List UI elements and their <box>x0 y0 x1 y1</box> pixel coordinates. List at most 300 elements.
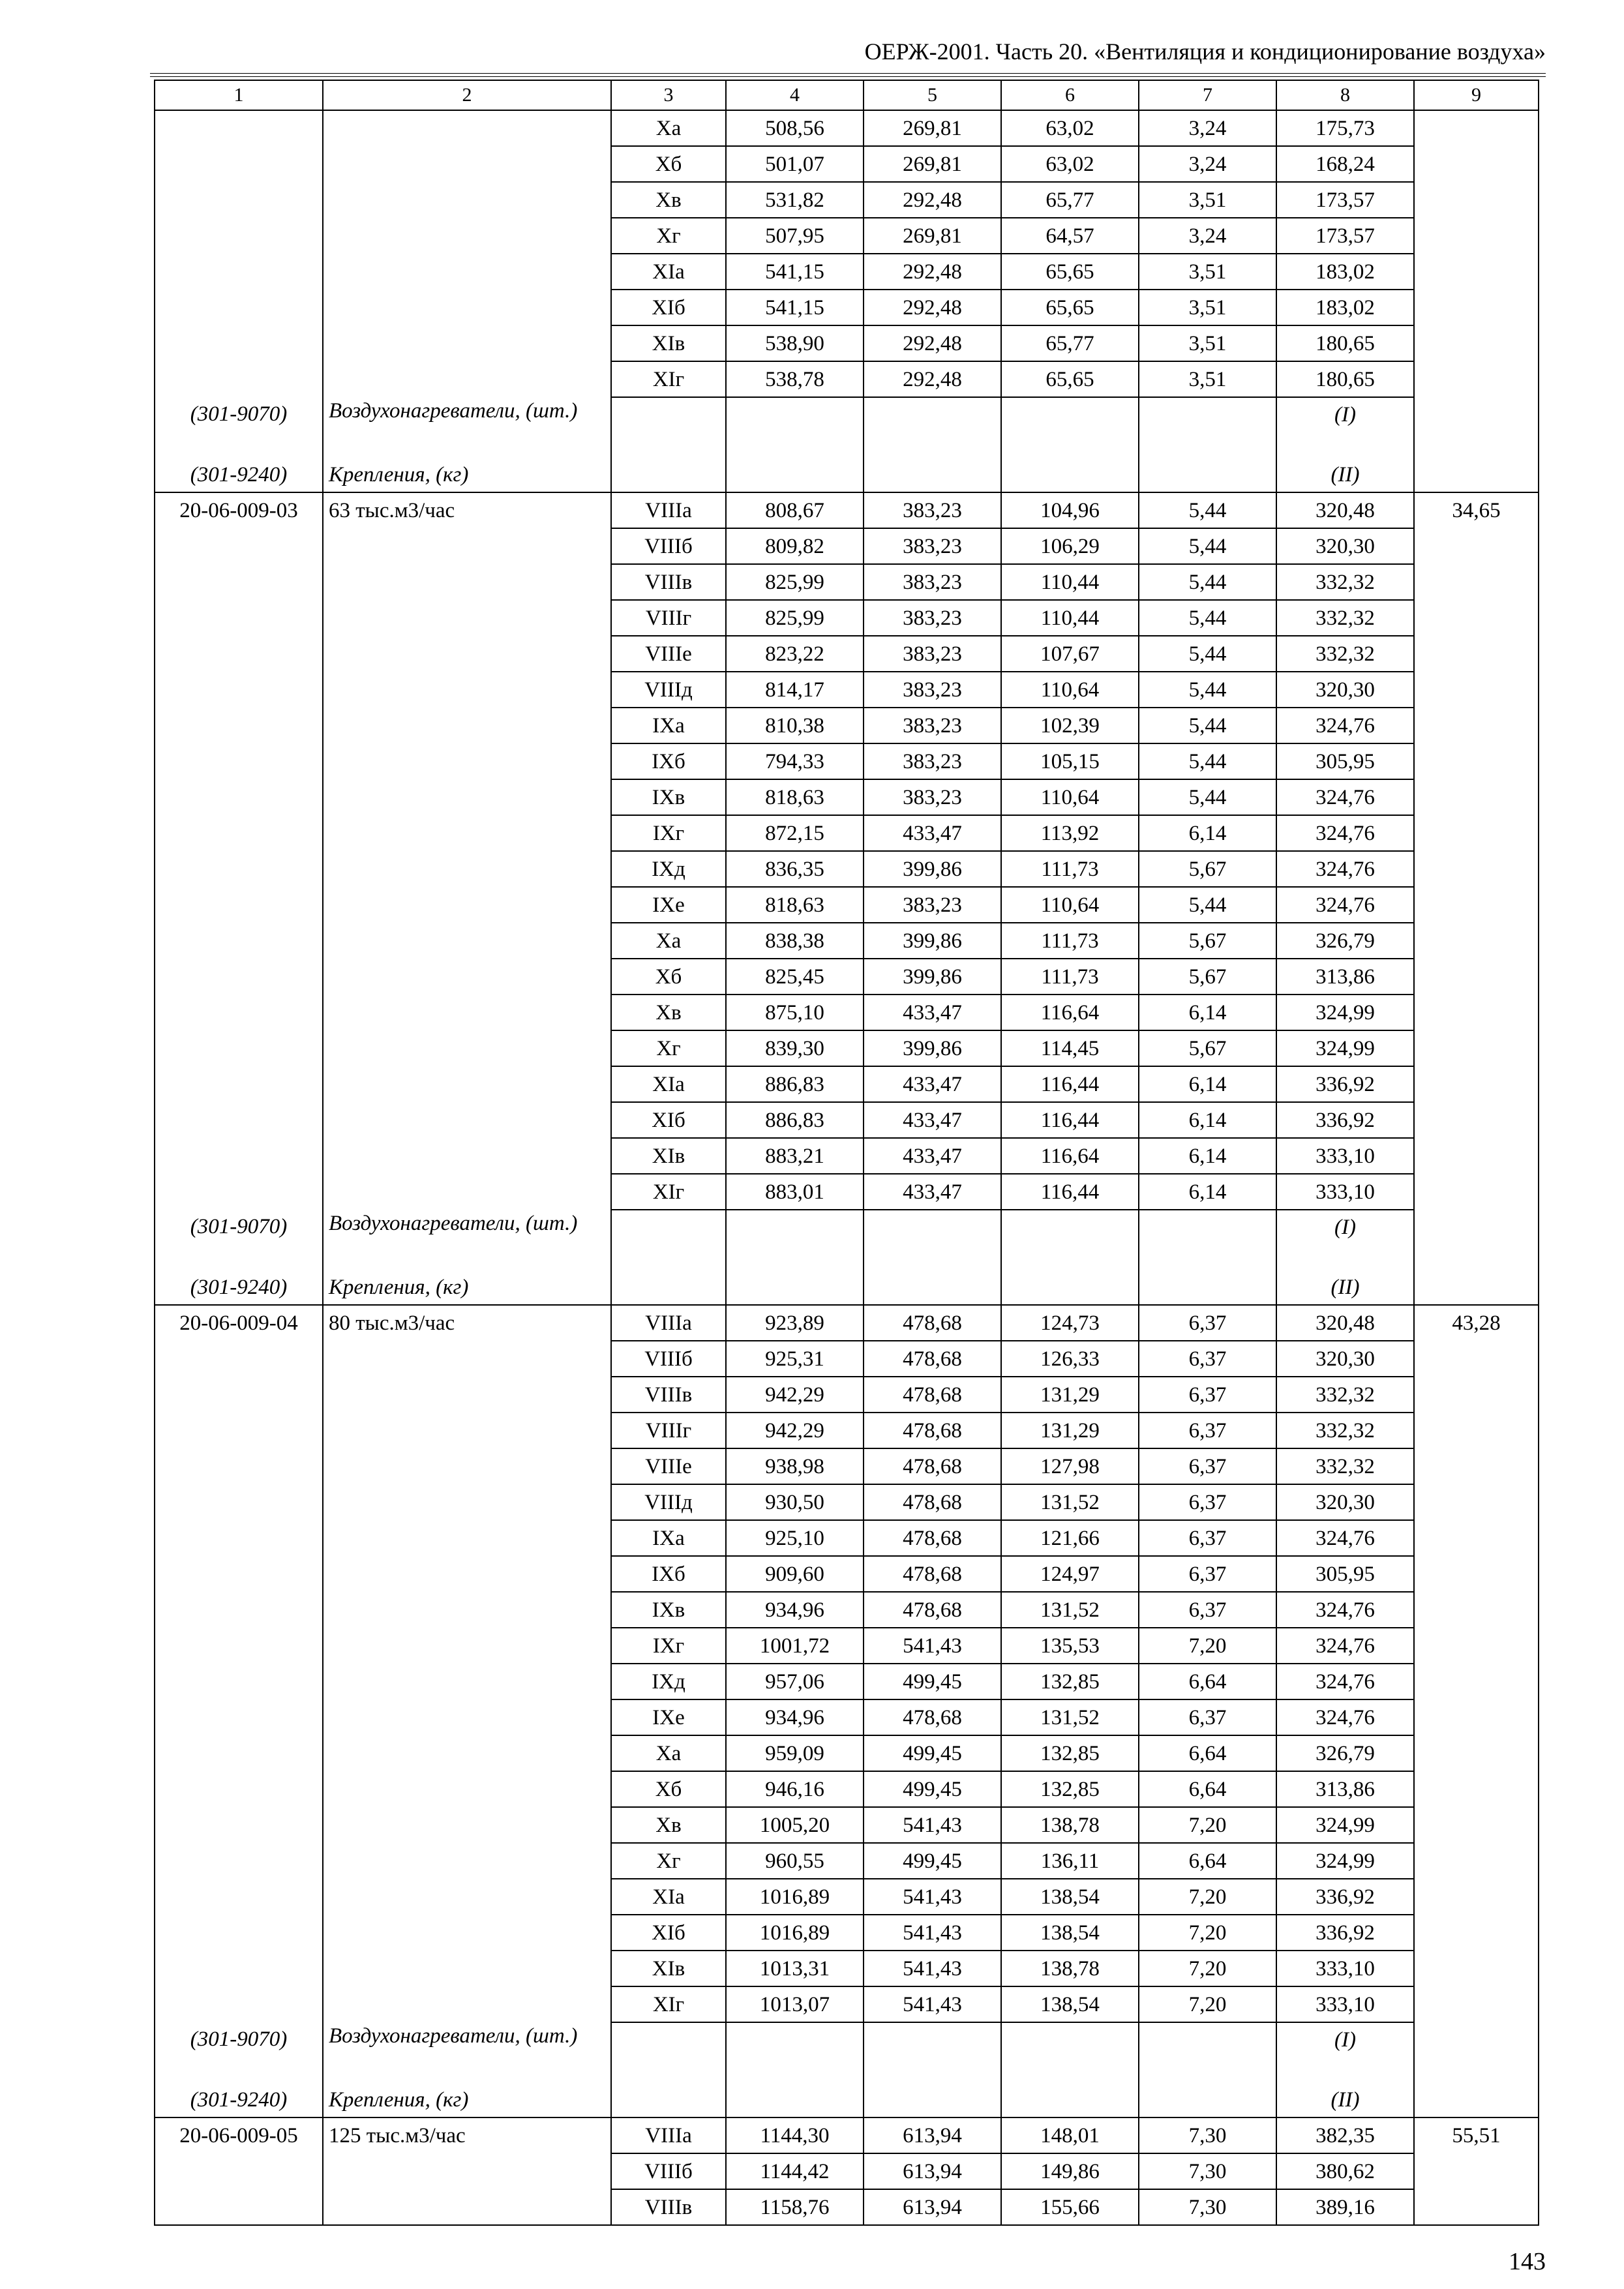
materials-cell: 332,32 <box>1276 1377 1414 1413</box>
empty-cell <box>864 1210 1001 1270</box>
operator-wages-cell: 6,37 <box>1139 1484 1276 1520</box>
machines-cell: 63,02 <box>1001 110 1139 146</box>
machines-cell: 138,78 <box>1001 1951 1139 1986</box>
total-cost-cell: 839,30 <box>726 1030 864 1066</box>
machines-cell: 105,15 <box>1001 743 1139 779</box>
total-cost-cell: 794,33 <box>726 743 864 779</box>
labor-cell <box>1414 887 1539 923</box>
zone-cell: ХIа <box>611 1879 726 1915</box>
name-cell <box>323 2153 611 2189</box>
empty-cell <box>1414 1210 1539 1270</box>
code-cell <box>155 1413 323 1448</box>
total-cost-cell: 942,29 <box>726 1413 864 1448</box>
zone-cell: Хг <box>611 218 726 254</box>
labor-cell <box>1414 1771 1539 1807</box>
total-cost-cell: 959,09 <box>726 1735 864 1771</box>
operator-wages-cell: 7,20 <box>1139 1879 1276 1915</box>
code-cell <box>155 1807 323 1843</box>
labor-cell <box>1414 1735 1539 1771</box>
labor-cell <box>1414 1520 1539 1556</box>
code-cell <box>155 564 323 600</box>
resource-quantity: (II) <box>1276 2082 1414 2117</box>
zone-cell: ХIб <box>611 1102 726 1138</box>
operator-wages-cell: 5,44 <box>1139 672 1276 708</box>
empty-cell <box>864 397 1001 457</box>
machines-cell: 138,54 <box>1001 1986 1139 2022</box>
name-cell <box>323 779 611 815</box>
wages-cell: 383,23 <box>864 528 1001 564</box>
code-cell <box>155 528 323 564</box>
wages-cell: 383,23 <box>864 636 1001 672</box>
table-row <box>155 743 1539 779</box>
labor-cell <box>1414 1664 1539 1699</box>
total-cost-cell: 886,83 <box>726 1066 864 1102</box>
total-cost-cell: 825,99 <box>726 600 864 636</box>
code-cell: 20-06-009-03 <box>155 492 323 528</box>
empty-cell <box>726 2022 864 2082</box>
table-row <box>155 1030 1539 1066</box>
table-row <box>155 218 1539 254</box>
name-cell <box>323 361 611 397</box>
labor-cell <box>1414 1377 1539 1413</box>
resource-quantity: (I) <box>1276 2022 1414 2082</box>
materials-cell: 173,57 <box>1276 182 1414 218</box>
resource-row <box>155 1270 1539 1305</box>
operator-wages-cell: 6,14 <box>1139 1102 1276 1138</box>
wages-cell: 383,23 <box>864 779 1001 815</box>
operator-wages-cell: 7,20 <box>1139 1986 1276 2022</box>
resource-row <box>155 457 1539 492</box>
machines-cell: 116,44 <box>1001 1174 1139 1210</box>
wages-cell: 478,68 <box>864 1413 1001 1448</box>
table-row <box>155 672 1539 708</box>
name-cell <box>323 1413 611 1448</box>
name-cell <box>323 564 611 600</box>
materials-cell: 320,30 <box>1276 1484 1414 1520</box>
total-cost-cell: 960,55 <box>726 1843 864 1879</box>
code-cell <box>155 1174 323 1210</box>
table-row <box>155 1986 1539 2022</box>
wages-cell: 541,43 <box>864 1986 1001 2022</box>
wages-cell: 541,43 <box>864 1807 1001 1843</box>
materials-cell: 173,57 <box>1276 218 1414 254</box>
table-row <box>155 959 1539 995</box>
total-cost-cell: 1158,76 <box>726 2189 864 2225</box>
table-row <box>155 1413 1539 1448</box>
wages-cell: 478,68 <box>864 1448 1001 1484</box>
zone-cell: Хг <box>611 1843 726 1879</box>
table-row <box>155 1664 1539 1699</box>
wages-cell: 383,23 <box>864 672 1001 708</box>
labor-cell <box>1414 636 1539 672</box>
machines-cell: 124,73 <box>1001 1305 1139 1341</box>
zone-cell: ХIг <box>611 1986 726 2022</box>
materials-cell: 333,10 <box>1276 1951 1414 1986</box>
table-body <box>155 80 1539 2225</box>
code-cell <box>155 1771 323 1807</box>
code-cell <box>155 708 323 743</box>
table-row <box>155 1735 1539 1771</box>
operator-wages-cell: 6,64 <box>1139 1664 1276 1699</box>
name-cell <box>323 1843 611 1879</box>
empty-cell <box>1139 1210 1276 1270</box>
name-cell <box>323 851 611 887</box>
resource-row <box>155 397 1539 457</box>
operator-wages-cell: 6,37 <box>1139 1448 1276 1484</box>
wages-cell: 499,45 <box>864 1771 1001 1807</box>
total-cost-cell: 538,90 <box>726 325 864 361</box>
code-cell <box>155 1556 323 1592</box>
labor-cell <box>1414 600 1539 636</box>
operator-wages-cell: 7,30 <box>1139 2117 1276 2153</box>
empty-cell <box>1001 2022 1139 2082</box>
name-cell <box>323 815 611 851</box>
materials-cell: 324,99 <box>1276 1807 1414 1843</box>
header-rule <box>150 73 1546 77</box>
table-row <box>155 815 1539 851</box>
table-row <box>155 1066 1539 1102</box>
name-cell <box>323 1484 611 1520</box>
table-row <box>155 1628 1539 1664</box>
wages-cell: 541,43 <box>864 1879 1001 1915</box>
operator-wages-cell: 3,51 <box>1139 182 1276 218</box>
code-cell <box>155 290 323 325</box>
resource-row <box>155 1210 1539 1270</box>
machines-cell: 110,44 <box>1001 600 1139 636</box>
table-row <box>155 1592 1539 1628</box>
machines-cell: 126,33 <box>1001 1341 1139 1377</box>
empty-cell <box>611 1270 726 1305</box>
table-row <box>155 361 1539 397</box>
code-cell <box>155 1879 323 1915</box>
code-cell <box>155 1915 323 1951</box>
machines-cell: 111,73 <box>1001 959 1139 995</box>
total-cost-cell: 541,15 <box>726 254 864 290</box>
zone-cell: IХа <box>611 708 726 743</box>
materials-cell: 333,10 <box>1276 1138 1414 1174</box>
total-cost-cell: 1144,30 <box>726 2117 864 2153</box>
zone-cell: IХв <box>611 779 726 815</box>
resource-code: (301-9240) <box>155 2082 323 2117</box>
code-cell <box>155 110 323 146</box>
code-cell <box>155 1951 323 1986</box>
code-cell: 20-06-009-05 <box>155 2117 323 2153</box>
machines-cell: 132,85 <box>1001 1735 1139 1771</box>
code-cell <box>155 254 323 290</box>
machines-cell: 132,85 <box>1001 1664 1139 1699</box>
machines-cell: 116,44 <box>1001 1066 1139 1102</box>
materials-cell: 180,65 <box>1276 361 1414 397</box>
total-cost-cell: 508,56 <box>726 110 864 146</box>
resource-code: (301-9240) <box>155 1270 323 1305</box>
wages-cell: 433,47 <box>864 1066 1001 1102</box>
table-row <box>155 708 1539 743</box>
resource-quantity: (I) <box>1276 397 1414 457</box>
labor-cell <box>1414 1628 1539 1664</box>
wages-cell: 478,68 <box>864 1341 1001 1377</box>
wages-cell: 433,47 <box>864 1174 1001 1210</box>
wages-cell: 292,48 <box>864 182 1001 218</box>
table-row <box>155 1377 1539 1413</box>
total-cost-cell: 875,10 <box>726 995 864 1030</box>
code-cell <box>155 1448 323 1484</box>
zone-cell: Ха <box>611 110 726 146</box>
total-cost-cell: 1144,42 <box>726 2153 864 2189</box>
zone-cell: Хб <box>611 959 726 995</box>
total-cost-cell: 823,22 <box>726 636 864 672</box>
resource-row <box>155 2082 1539 2117</box>
name-cell <box>323 1628 611 1664</box>
materials-cell: 324,99 <box>1276 1030 1414 1066</box>
machines-cell: 127,98 <box>1001 1448 1139 1484</box>
machines-cell: 104,96 <box>1001 492 1139 528</box>
wages-cell: 292,48 <box>864 325 1001 361</box>
total-cost-cell: 883,01 <box>726 1174 864 1210</box>
labor-cell <box>1414 146 1539 182</box>
total-cost-cell: 909,60 <box>726 1556 864 1592</box>
wages-cell: 383,23 <box>864 743 1001 779</box>
total-cost-cell: 930,50 <box>726 1484 864 1520</box>
total-cost-cell: 923,89 <box>726 1305 864 1341</box>
operator-wages-cell: 3,24 <box>1139 110 1276 146</box>
code-cell <box>155 2189 323 2225</box>
name-cell <box>323 1520 611 1556</box>
materials-cell: 326,79 <box>1276 1735 1414 1771</box>
materials-cell: 183,02 <box>1276 290 1414 325</box>
materials-cell: 324,76 <box>1276 779 1414 815</box>
total-cost-cell: 883,21 <box>726 1138 864 1174</box>
materials-cell: 324,76 <box>1276 708 1414 743</box>
table-row <box>155 1951 1539 1986</box>
wages-cell: 478,68 <box>864 1520 1001 1556</box>
code-cell <box>155 995 323 1030</box>
labor-cell <box>1414 1556 1539 1592</box>
operator-wages-cell: 6,64 <box>1139 1843 1276 1879</box>
wages-cell: 499,45 <box>864 1664 1001 1699</box>
code-cell <box>155 1484 323 1520</box>
labor-cell: 34,65 <box>1414 492 1539 528</box>
resource-name: Воздухонагреватели, (шт.) <box>323 2022 611 2082</box>
materials-cell: 320,30 <box>1276 1341 1414 1377</box>
labor-cell <box>1414 1843 1539 1879</box>
empty-cell <box>864 2022 1001 2082</box>
zone-cell: ХIа <box>611 254 726 290</box>
operator-wages-cell: 6,14 <box>1139 995 1276 1030</box>
labor-cell <box>1414 672 1539 708</box>
machines-cell: 155,66 <box>1001 2189 1139 2225</box>
zone-cell: IХв <box>611 1592 726 1628</box>
code-cell <box>155 1699 323 1735</box>
table-row <box>155 995 1539 1030</box>
resource-name: Воздухонагреватели, (шт.) <box>323 1210 611 1270</box>
table-row <box>155 1305 1539 1341</box>
empty-cell <box>1139 1270 1276 1305</box>
resource-name: Воздухонагреватели, (шт.) <box>323 397 611 457</box>
operator-wages-cell: 6,37 <box>1139 1699 1276 1735</box>
total-cost-cell: 934,96 <box>726 1699 864 1735</box>
name-cell <box>323 995 611 1030</box>
resource-name: Крепления, (кг) <box>323 2082 611 2117</box>
table-row <box>155 2189 1539 2225</box>
empty-cell <box>611 397 726 457</box>
code-cell <box>155 672 323 708</box>
resource-quantity: (II) <box>1276 1270 1414 1305</box>
name-cell <box>323 146 611 182</box>
wages-cell: 399,86 <box>864 1030 1001 1066</box>
operator-wages-cell: 5,44 <box>1139 743 1276 779</box>
name-cell <box>323 110 611 146</box>
operator-wages-cell: 6,64 <box>1139 1735 1276 1771</box>
machines-cell: 106,29 <box>1001 528 1139 564</box>
materials-cell: 380,62 <box>1276 2153 1414 2189</box>
zone-cell: VIIIа <box>611 1305 726 1341</box>
zone-cell: VIIIг <box>611 1413 726 1448</box>
machines-cell: 102,39 <box>1001 708 1139 743</box>
code-cell <box>155 1520 323 1556</box>
materials-cell: 168,24 <box>1276 146 1414 182</box>
table-row <box>155 1915 1539 1951</box>
code-cell <box>155 1592 323 1628</box>
machines-cell: 113,92 <box>1001 815 1139 851</box>
machines-cell: 107,67 <box>1001 636 1139 672</box>
materials-cell: 305,95 <box>1276 1556 1414 1592</box>
operator-wages-cell: 5,67 <box>1139 959 1276 995</box>
operator-wages-cell: 7,20 <box>1139 1951 1276 1986</box>
table-row <box>155 492 1539 528</box>
name-cell <box>323 923 611 959</box>
total-cost-cell: 957,06 <box>726 1664 864 1699</box>
labor-cell <box>1414 1986 1539 2022</box>
resource-quantity: (II) <box>1276 457 1414 492</box>
wages-cell: 292,48 <box>864 254 1001 290</box>
column-number: 7 <box>1139 80 1276 110</box>
wages-cell: 383,23 <box>864 564 1001 600</box>
code-cell <box>155 1377 323 1413</box>
total-cost-cell: 501,07 <box>726 146 864 182</box>
code-cell: 20-06-009-04 <box>155 1305 323 1341</box>
wages-cell: 269,81 <box>864 218 1001 254</box>
code-cell <box>155 636 323 672</box>
empty-cell <box>726 457 864 492</box>
operator-wages-cell: 7,20 <box>1139 1628 1276 1664</box>
labor-cell: 43,28 <box>1414 1305 1539 1341</box>
operator-wages-cell: 6,14 <box>1139 1174 1276 1210</box>
labor-cell <box>1414 1066 1539 1102</box>
labor-cell <box>1414 959 1539 995</box>
materials-cell: 305,95 <box>1276 743 1414 779</box>
name-cell <box>323 1138 611 1174</box>
labor-cell <box>1414 218 1539 254</box>
operator-wages-cell: 6,37 <box>1139 1520 1276 1556</box>
table-row <box>155 564 1539 600</box>
labor-cell <box>1414 1484 1539 1520</box>
code-cell <box>155 1664 323 1699</box>
total-cost-cell: 925,31 <box>726 1341 864 1377</box>
machines-cell: 116,44 <box>1001 1102 1139 1138</box>
wages-cell: 433,47 <box>864 815 1001 851</box>
name-cell <box>323 1102 611 1138</box>
labor-cell <box>1414 528 1539 564</box>
code-cell <box>155 1986 323 2022</box>
empty-cell <box>1001 397 1139 457</box>
materials-cell: 333,10 <box>1276 1174 1414 1210</box>
resource-code: (301-9070) <box>155 1210 323 1270</box>
wages-cell: 541,43 <box>864 1951 1001 1986</box>
operator-wages-cell: 5,44 <box>1139 492 1276 528</box>
materials-cell: 324,76 <box>1276 815 1414 851</box>
materials-cell: 320,30 <box>1276 528 1414 564</box>
wages-cell: 383,23 <box>864 708 1001 743</box>
operator-wages-cell: 5,67 <box>1139 851 1276 887</box>
table-row <box>155 923 1539 959</box>
total-cost-cell: 825,45 <box>726 959 864 995</box>
machines-cell: 132,85 <box>1001 1771 1139 1807</box>
empty-cell <box>1414 1270 1539 1305</box>
machines-cell: 63,02 <box>1001 146 1139 182</box>
code-cell <box>155 1628 323 1664</box>
operator-wages-cell: 3,51 <box>1139 254 1276 290</box>
empty-cell <box>1001 457 1139 492</box>
labor-cell <box>1414 708 1539 743</box>
table-row <box>155 1102 1539 1138</box>
table-row <box>155 2153 1539 2189</box>
code-cell <box>155 887 323 923</box>
labor-cell <box>1414 182 1539 218</box>
labor-cell <box>1414 1413 1539 1448</box>
zone-cell: VIIIб <box>611 1341 726 1377</box>
wages-cell: 499,45 <box>864 1843 1001 1879</box>
table-row <box>155 1807 1539 1843</box>
operator-wages-cell: 6,37 <box>1139 1341 1276 1377</box>
empty-cell <box>726 1270 864 1305</box>
materials-cell: 180,65 <box>1276 325 1414 361</box>
materials-cell: 336,92 <box>1276 1102 1414 1138</box>
materials-cell: 324,76 <box>1276 1520 1414 1556</box>
labor-cell <box>1414 2153 1539 2189</box>
zone-cell: Хв <box>611 995 726 1030</box>
operator-wages-cell: 3,24 <box>1139 146 1276 182</box>
name-cell <box>323 743 611 779</box>
total-cost-cell: 1013,07 <box>726 1986 864 2022</box>
wages-cell: 478,68 <box>864 1484 1001 1520</box>
total-cost-cell: 814,17 <box>726 672 864 708</box>
wages-cell: 269,81 <box>864 146 1001 182</box>
empty-cell <box>611 2022 726 2082</box>
labor-cell <box>1414 743 1539 779</box>
resource-row <box>155 2022 1539 2082</box>
name-cell <box>323 2189 611 2225</box>
operator-wages-cell: 6,14 <box>1139 1138 1276 1174</box>
machines-cell: 64,57 <box>1001 218 1139 254</box>
resource-code: (301-9070) <box>155 397 323 457</box>
materials-cell: 313,86 <box>1276 959 1414 995</box>
operator-wages-cell: 3,24 <box>1139 218 1276 254</box>
machines-cell: 110,64 <box>1001 672 1139 708</box>
table-row <box>155 182 1539 218</box>
wages-cell: 478,68 <box>864 1592 1001 1628</box>
total-cost-cell: 886,83 <box>726 1102 864 1138</box>
machines-cell: 116,64 <box>1001 1138 1139 1174</box>
empty-cell <box>611 457 726 492</box>
table-row <box>155 110 1539 146</box>
operator-wages-cell: 7,30 <box>1139 2189 1276 2225</box>
table-row <box>155 1699 1539 1735</box>
name-cell <box>323 1592 611 1628</box>
name-cell <box>323 218 611 254</box>
machines-cell: 111,73 <box>1001 851 1139 887</box>
column-number-row <box>155 80 1539 110</box>
total-cost-cell: 538,78 <box>726 361 864 397</box>
